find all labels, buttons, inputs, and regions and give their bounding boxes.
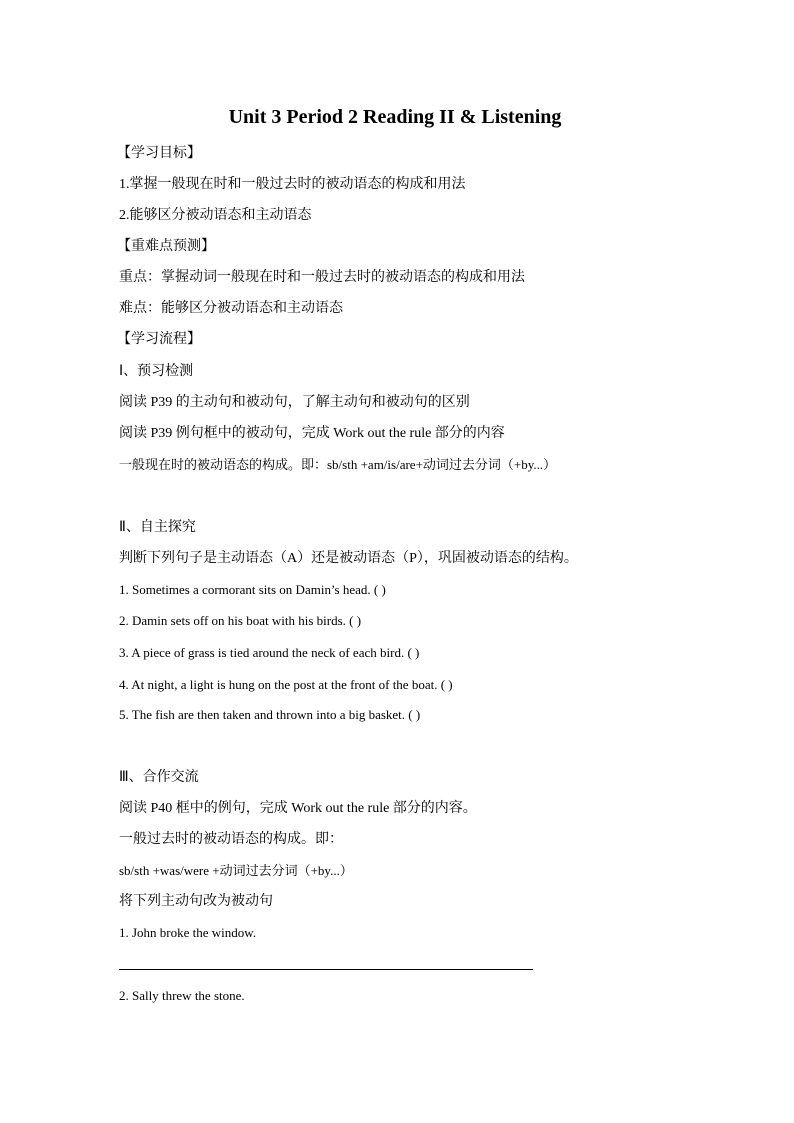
section3-line-1: 阅读 P40 框中的例句，完成 Work out the rule 部分的内容。 bbox=[119, 801, 477, 816]
objective-item-1: 1.掌握一般现在时和一般过去时的被动语态的构成和用法 bbox=[119, 177, 466, 192]
exercise-item-5: 5. The fish are then taken and thrown into a big basket. ( ) bbox=[119, 707, 421, 722]
answer-line bbox=[119, 969, 533, 970]
section1-line-3: 一般现在时的被动语态的构成。即：sb/sth +am/is/are+动词过去分词（+by...） bbox=[119, 457, 557, 472]
section1-heading: Ⅰ、预习检测 bbox=[119, 364, 194, 379]
section1-line-2: 阅读 P39 例句框中的被动句，完成 Work out the rule 部分的内容 bbox=[119, 426, 505, 441]
document-title: Unit 3 Period 2 Reading II & Listening bbox=[228, 106, 562, 128]
key-point-focus: 重点：掌握动词一般现在时和一般过去时的被动语态的构成和用法 bbox=[119, 270, 525, 285]
section3-line-4: 将下列主动句改为被动句 bbox=[119, 894, 273, 909]
section3-line-2: 一般过去时的被动语态的构成。即： bbox=[119, 832, 343, 847]
exercise-item-4: 4. At night, a light is hung on the post at the front of the boat. ( ) bbox=[119, 677, 453, 692]
section3-heading: Ⅲ、合作交流 bbox=[119, 770, 199, 785]
rewrite-item-1: 1. John broke the window. bbox=[119, 925, 257, 940]
exercise-item-2: 2. Damin sets off on his boat with his birds. ( ) bbox=[119, 613, 362, 628]
objective-item-2: 2.能够区分被动语态和主动语态 bbox=[119, 208, 312, 223]
process-heading: 【学习流程】 bbox=[117, 332, 201, 347]
section3-line-3: sb/sth +was/were +动词过去分词（+by...） bbox=[119, 863, 353, 878]
rewrite-item-2: 2. Sally threw the stone. bbox=[119, 988, 245, 1003]
key-point-difficulty: 难点：能够区分被动语态和主动语态 bbox=[119, 301, 343, 316]
exercise-item-1: 1. Sometimes a cormorant sits on Damin’s head. ( ) bbox=[119, 582, 386, 597]
exercise-item-3: 3. A piece of grass is tied around the neck of each bird. ( ) bbox=[119, 645, 420, 660]
objectives-heading: 【学习目标】 bbox=[117, 146, 201, 161]
section1-line-1: 阅读 P39 的主动句和被动句，了解主动句和被动句的区别 bbox=[119, 395, 470, 410]
section2-instruction: 判断下列句子是主动语态（A）还是被动语态（P），巩固被动语态的结构。 bbox=[119, 551, 578, 566]
key-points-heading: 【重难点预测】 bbox=[117, 239, 215, 254]
section2-heading: Ⅱ、自主探究 bbox=[119, 520, 196, 535]
